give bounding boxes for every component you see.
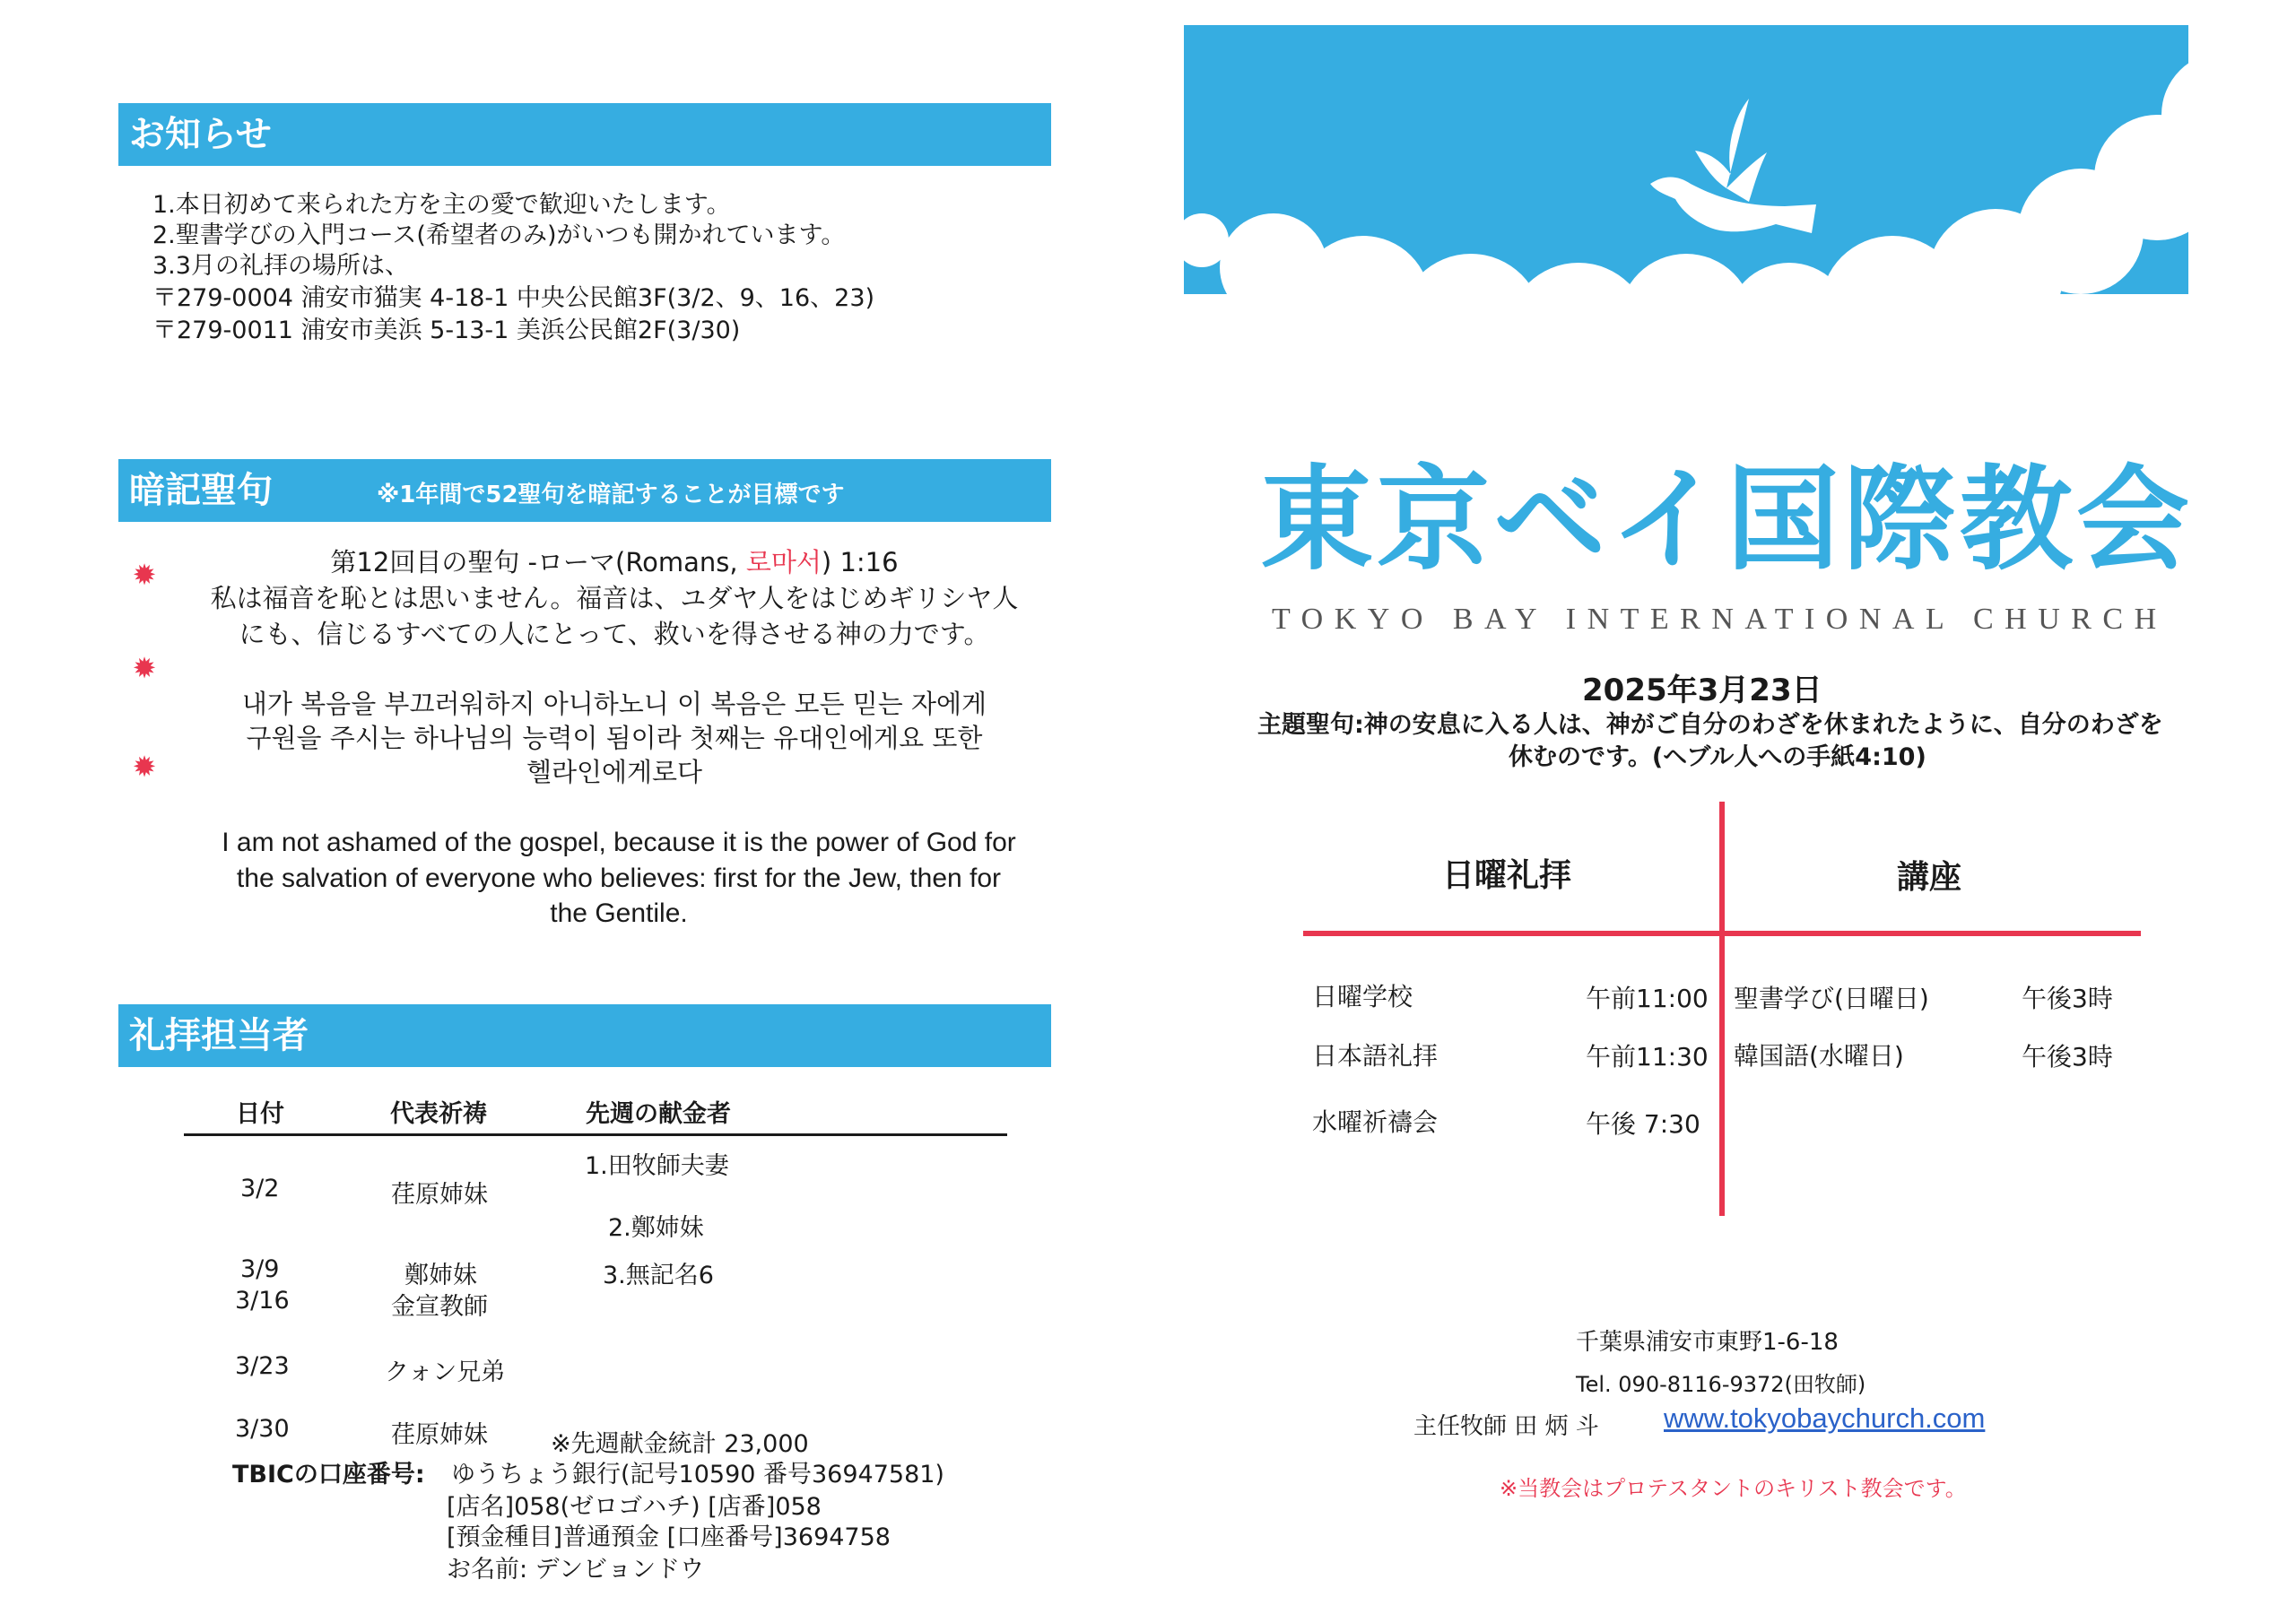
dove-icon <box>1641 90 1821 251</box>
verse-korean-line-2: 구원을 주시는 하나님의 능력이 됨이라 첫째는 유대인에게요 또한 <box>246 723 983 753</box>
table-row-prayer: 荏原姉妹 <box>391 1421 488 1449</box>
bank-account-line-3: [預金種目]普通預金 [口座番号]3694758 <box>447 1523 891 1551</box>
notices-heading-bar <box>118 103 1051 166</box>
verse-reference <box>135 545 1094 579</box>
table-header-rule <box>184 1133 1007 1136</box>
notices-heading: お知らせ <box>129 114 272 155</box>
theme-verse-line-2: 休むのです。(ヘブル人への手紙4:10) <box>1509 743 1926 771</box>
verse-japanese-line-1: 私は福音を恥とは思いません。福音は、ユダヤ人をはじめギリシヤ人 <box>210 583 1019 613</box>
course-name: 聖書学び(日曜日) <box>1734 984 1929 1013</box>
senior-pastor: 主任牧師 田 炳 斗 <box>1413 1413 1599 1440</box>
notice-line-4: 〒279-0004 浦安市猫実 4-18-1 中央公民館3F(3/2、9、16、23) <box>152 284 875 312</box>
church-address: 千葉県浦安市東野1-6-18 <box>1576 1329 1839 1356</box>
church-name-english: TOKYO BAY INTERNATIONAL CHURCH <box>1272 603 2168 636</box>
table-row-date: 3/9 <box>240 1255 280 1283</box>
verse-english-line-1: I am not ashamed of the gospel, because it is the power of God for <box>222 828 1016 857</box>
bank-account-line-1: ゆうちょう銀行(記号10590 番号36947581) <box>451 1461 944 1488</box>
offering-item-2: 2.鄭姉妹 <box>608 1214 704 1242</box>
bank-account-line-2: [店名]058(ゼロゴハチ) [店番]058 <box>447 1493 822 1521</box>
service-name: 水曜祈禱会 <box>1312 1107 1439 1137</box>
church-telephone: Tel. 090-8116-9372(田牧師) <box>1576 1372 1866 1397</box>
course-time: 午後3時 <box>2022 984 2113 1013</box>
sun-icon: ✹ <box>132 750 157 784</box>
staff-heading-bar <box>118 1004 1051 1067</box>
offering-item-1: 1.田牧師夫妻 <box>585 1152 729 1180</box>
table-row-date: 3/16 <box>235 1287 290 1315</box>
offering-total: ※先週献金統計 23,000 <box>551 1430 809 1458</box>
notice-line-2: 2.聖書学びの入門コース(希望者のみ)がいつも開かれています。 <box>152 221 846 249</box>
bulletin-date: 2025年3月23日 <box>1582 673 1822 708</box>
protestant-footnote: ※当教会はプロテスタントのキリスト教会です。 <box>1500 1476 1967 1501</box>
service-time: 午前11:30 <box>1586 1042 1709 1072</box>
schedule-vertical-rule <box>1719 802 1725 1216</box>
table-row-prayer: 鄭姉妹 <box>404 1262 477 1289</box>
table-row-date: 3/30 <box>235 1415 290 1443</box>
verse-korean-line-1: 내가 복음을 부끄러워하지 아니하노니 이 복음은 모든 믿는 자에게 <box>241 689 987 719</box>
schedule-horizontal-rule <box>1303 931 2141 936</box>
verse-english-line-2: the salvation of everyone who believes: first for the Jew, then for <box>236 864 1002 893</box>
bank-account-line-4: お名前: デンビョンドウ <box>447 1556 705 1584</box>
column-header-date: 日付 <box>236 1100 284 1128</box>
table-row-prayer: 金宣教師 <box>391 1293 488 1321</box>
table-row-date: 3/2 <box>240 1175 280 1202</box>
offering-item-3: 3.無記名6 <box>603 1262 714 1289</box>
verse-reference-suffix: ) 1:16 <box>821 547 899 577</box>
service-name: 日曜学校 <box>1312 982 1413 1011</box>
notice-line-5: 〒279-0011 浦安市美浜 5-13-1 美浜公民館2F(3/30) <box>152 317 741 344</box>
table-row-date: 3/23 <box>235 1352 290 1380</box>
table-row-prayer: クォン兄弟 <box>385 1358 506 1386</box>
staff-heading: 礼拝担当者 <box>129 1015 309 1056</box>
church-name-japanese: 東京ベイ国際教会 <box>1260 454 2193 586</box>
verse-english-line-3: the Gentile. <box>550 898 688 928</box>
sunday-worship-heading: 日曜礼拝 <box>1442 857 1572 894</box>
column-header-offering: 先週の献金者 <box>586 1100 731 1128</box>
bank-account-label: TBICの口座番号: <box>232 1461 425 1488</box>
memory-heading: 暗記聖句 <box>129 470 273 511</box>
verse-japanese-line-2: にも、信じるすべての人にとって、救いを得させる神の力です。 <box>239 619 990 649</box>
table-row-prayer: 荏原姉妹 <box>391 1181 488 1209</box>
theme-verse-line-1: 主題聖句:神の安息に入る人は、神がご自分のわざを休まれたように、自分のわざを <box>1257 711 2163 739</box>
church-website-link[interactable]: www.tokyobaychurch.com <box>1664 1402 1986 1434</box>
courses-heading: 講座 <box>1897 859 1962 896</box>
service-time: 午前11:00 <box>1586 984 1709 1013</box>
notice-line-1: 1.本日初めて来られた方を主の愛で歓迎いたします。 <box>152 191 731 219</box>
notice-line-3: 3.3月の礼拝の場所は、 <box>152 252 409 280</box>
memory-goal-note: ※1年間で52聖句を暗記することが目標です <box>377 482 845 508</box>
verse-korean-line-3: 헬라인에게로다 <box>526 757 703 787</box>
service-time: 午後 7:30 <box>1586 1109 1700 1139</box>
service-name: 日本語礼拝 <box>1312 1041 1439 1071</box>
course-time: 午後3時 <box>2022 1042 2113 1072</box>
verse-reference-korean: 로마서 <box>745 547 822 577</box>
sun-icon: ✹ <box>132 651 157 685</box>
course-name: 韓国語(水曜日) <box>1734 1041 1904 1071</box>
sun-icon: ✹ <box>132 558 157 592</box>
column-header-prayer: 代表祈祷 <box>390 1100 487 1128</box>
verse-reference-prefix: 第12回目の聖句 -ローマ(Romans, <box>330 547 746 577</box>
